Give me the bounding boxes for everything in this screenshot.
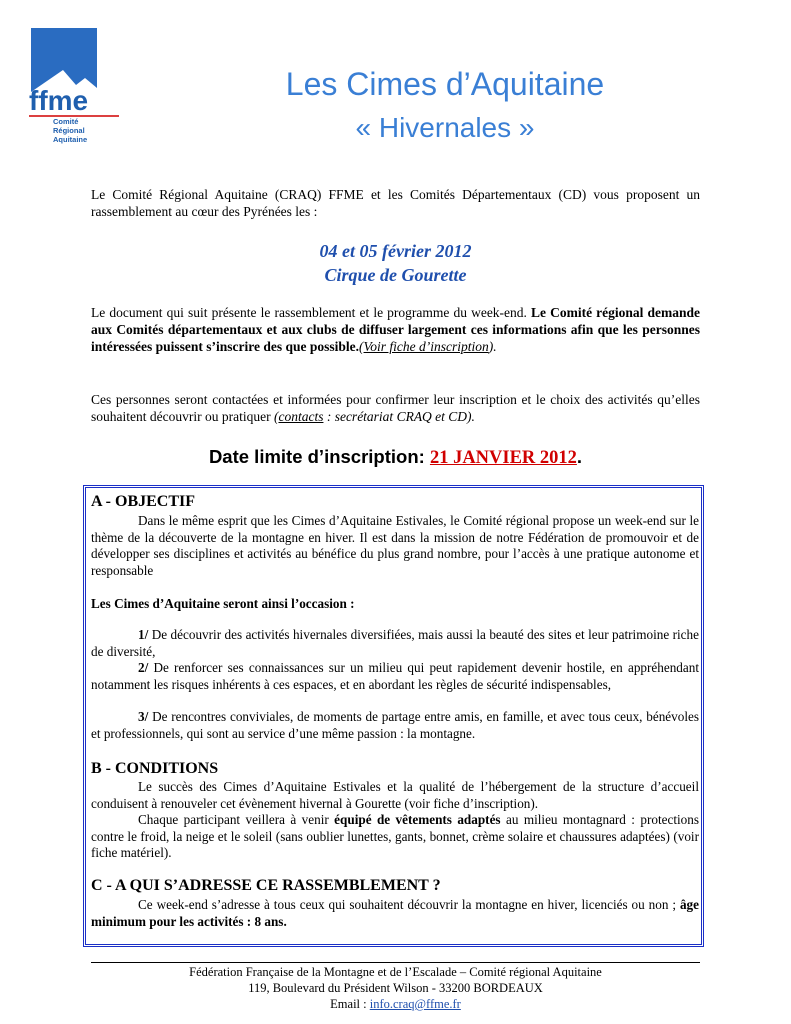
item-text: De renforcer ses connaissances sur un milieu qui peut rapidement devenir hostile, en appréhendant notamment les risques inhérents à ces espaces, et en abordant les règles de sécurité indispensables, bbox=[91, 660, 699, 692]
logo-line-2: Régional bbox=[53, 126, 85, 135]
item-text: De découvrir des activités hivernales diversifiées, mais aussi la beauté des sites et leur patrimoine riche de diversité, bbox=[91, 627, 699, 659]
deadline-period: . bbox=[576, 446, 583, 467]
section-a-heading: A - OBJECTIF bbox=[91, 493, 196, 510]
registration-deadline bbox=[91, 446, 700, 469]
paren-open: ( bbox=[359, 339, 364, 354]
paren-close: ). bbox=[488, 339, 497, 354]
section-b-text-2 bbox=[91, 812, 699, 862]
minimum-age: âge minimum pour les activités : 8 ans. bbox=[91, 897, 699, 929]
contact-text: Ces personnes seront contactées et informées pour confirmer leur inscription et le choix des activités qu’elles souhaitent découvrir ou pratiquer bbox=[91, 392, 700, 424]
contact-paragraph bbox=[91, 391, 700, 425]
occasion-heading bbox=[91, 596, 699, 613]
logo-line-1: Comité bbox=[53, 117, 79, 126]
document-subtitle: « Hivernales » bbox=[355, 112, 535, 143]
occasion-bold: Les Cimes d’Aquitaine seront ainsi l’occasion : bbox=[91, 596, 355, 611]
item-number: 3/ bbox=[138, 709, 149, 724]
objective-item-1 bbox=[91, 627, 699, 660]
section-b-heading: B - CONDITIONS bbox=[91, 760, 219, 777]
program-text: Le document qui suit présente le rassemblement et le programme du week-end. bbox=[91, 305, 532, 320]
registration-form-link[interactable]: Voir fiche d’inscription bbox=[363, 339, 489, 354]
section-c-heading: C - A QUI S’ADRESSE CE RASSEMBLEMENT ? bbox=[91, 877, 441, 894]
item-number: 1/ bbox=[138, 627, 149, 642]
paren-open: ( bbox=[273, 409, 279, 424]
event-place: Cirque de Gourette bbox=[324, 265, 467, 285]
deadline-date: 21 JANVIER 2012 bbox=[429, 448, 577, 468]
email-label: Email : bbox=[330, 997, 370, 1011]
footer-email-line bbox=[91, 996, 700, 1012]
conditions-text-end: au milieu montagnard : protections contre le froid, la neige et le soleil (sans oublier lunettes, gants, bonnet, crème solaire et chaussures adaptées) (voir fiche matériel). bbox=[91, 812, 699, 860]
section-a-text: Dans le même esprit que les Cimes d’Aquitaine Estivales, le Comité régional propose un week-end sur le thème de la découverte de la montagne en hiver. Il est dans la mission de notre Fédération de promouvoir et de développer ses disciplines et activités au bénéfice du plus grand nombre, pour l’accès à une pratique autonome et responsable bbox=[91, 513, 699, 578]
event-date: 04 et 05 février 2012 bbox=[319, 241, 472, 261]
program-paragraph bbox=[91, 304, 700, 355]
contacts-link[interactable]: contacts bbox=[278, 409, 324, 424]
conditions-bold: équipé de vêtements adaptés bbox=[334, 812, 501, 827]
section-b-text-1: Le succès des Cimes d’Aquitaine Estivales et la qualité de l’hébergement de la structure d’accueil conduisent à renouveler cet évènement hivernal à Gourette (voir fiche d’inscription). bbox=[91, 779, 699, 811]
contacts-detail: : secrétariat CRAQ et CD). bbox=[323, 409, 475, 424]
logo-line-3: Aquitaine bbox=[53, 135, 88, 144]
deadline-label: Date limite d’inscription: bbox=[208, 446, 430, 467]
conditions-text: Chaque participant veillera à venir bbox=[138, 812, 335, 827]
objective-item-2 bbox=[91, 660, 699, 693]
footer-address: 119, Boulevard du Président Wilson - 33200 BORDEAUX bbox=[248, 981, 543, 995]
footer-divider bbox=[91, 962, 700, 963]
audience-text: Ce week-end s’adresse à tous ceux qui souhaitent découvrir la montagne en hiver, licenciés ou non ; bbox=[138, 897, 680, 912]
item-text: De rencontres conviviales, de moments de partage entre amis, en famille, et avec tous ceux, bénévoles et professionnels, qui sont au service d’une même passion : la montagne. bbox=[91, 709, 699, 741]
section-c-text bbox=[91, 897, 699, 930]
footer-organisation: Fédération Française de la Montagne et de l’Escalade – Comité régional Aquitaine bbox=[189, 965, 602, 979]
item-number: 2/ bbox=[138, 660, 149, 675]
document-title: Les Cimes d’Aquitaine bbox=[285, 66, 605, 102]
email-link[interactable]: info.craq@ffme.fr bbox=[369, 997, 461, 1011]
logo-brand: ffme bbox=[29, 85, 89, 116]
intro-paragraph: Le Comité Régional Aquitaine (CRAQ) FFME et les Comités Départementaux (CD) vous proposent un rassemblement au cœur des Pyrénées les : bbox=[91, 187, 700, 219]
objective-item-3 bbox=[91, 709, 699, 742]
program-bold-text: Le Comité régional demande aux Comités départementaux et aux clubs de diffuser largement ces informations afin que les personnes intéressées puissent s’inscrire des que possible. bbox=[91, 305, 700, 354]
